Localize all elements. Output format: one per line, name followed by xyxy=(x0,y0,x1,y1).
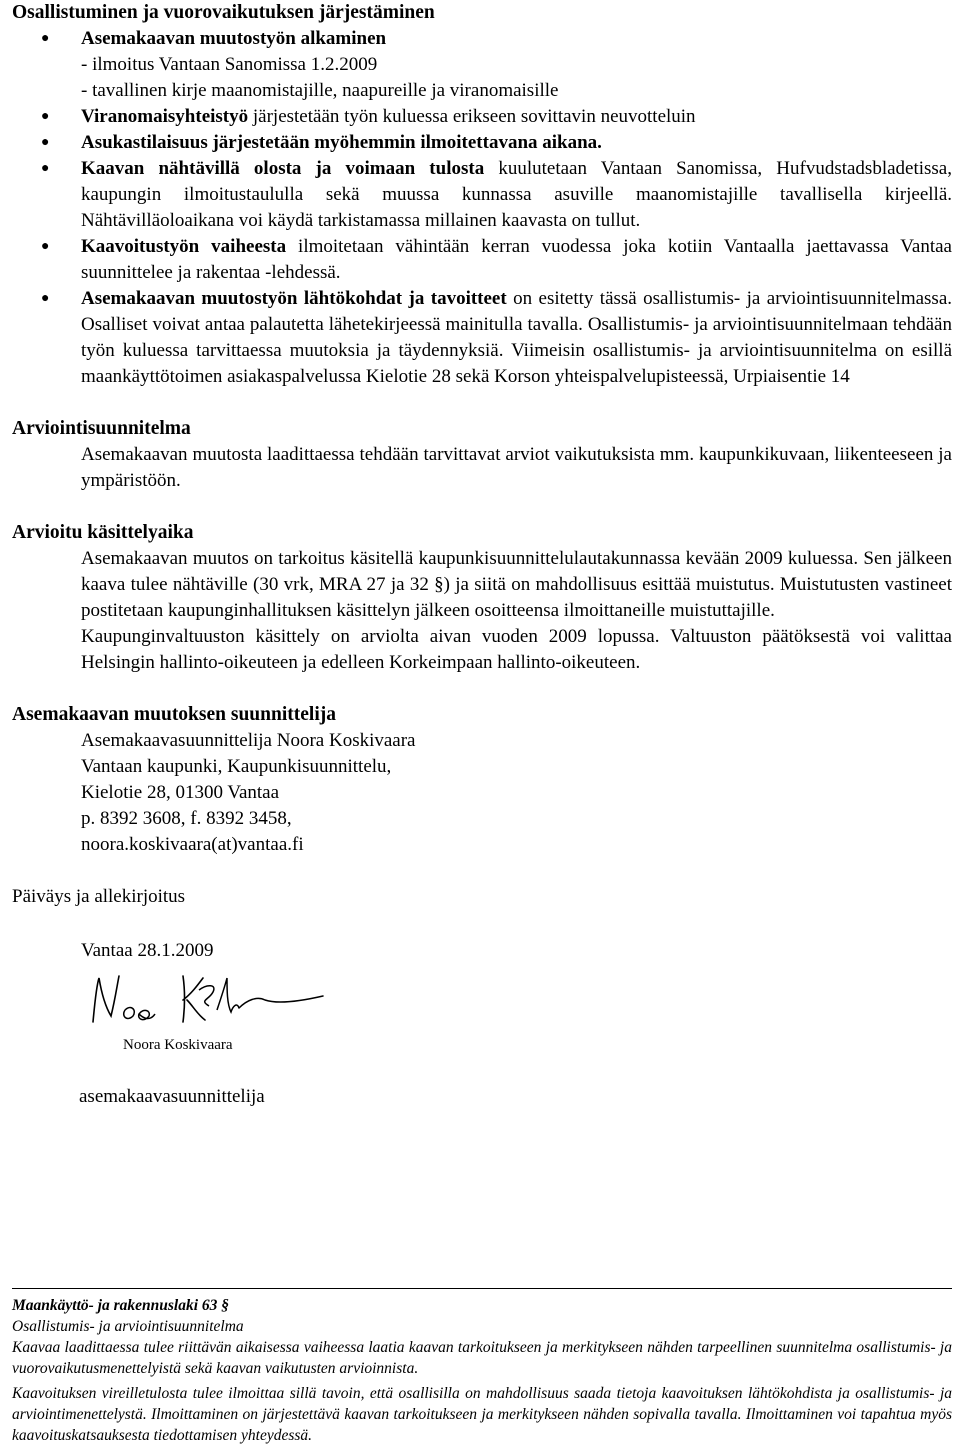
handwritten-signature xyxy=(87,970,952,1040)
list-item xyxy=(12,286,952,390)
list-item-text: kuulutetaan Vantaan Sanomissa, Hufvudstadsbladetissa, kaupungin ilmoitustaululla sekä muussa kunnassa asuville maanomistajille tavallisella kirjeellä. Nähtävilläoloaikana voi käydä tarkistamassa millainen kaavasta on tullut. xyxy=(81,158,952,231)
list-item xyxy=(12,130,952,156)
list-item-text: ilmoitetaan vähintään kerran vuodessa joka kotiin Vantaalla jaettavassa Vantaa suunnittelee ja rakentaa -lehdessä. xyxy=(81,236,952,283)
bullet-icon: ● xyxy=(41,135,50,150)
planner-line: Kielotie 28, 01300 Vantaa xyxy=(81,782,280,803)
processing-paragraph: Kaupunginvaltuuston käsittely on arviolta aivan vuoden 2009 lopussa. Valtuuston päätöksestä voi valittaa Helsingin hallinto-oikeuteen ja edelleen Korkeimpaan hallinto-oikeuteen. xyxy=(81,626,952,673)
section-title-assessment: Arviointisuunnitelma xyxy=(12,418,191,439)
section-title-processing-time: Arvioitu käsittelyaika xyxy=(12,522,194,543)
list-item-heading: Asukastilaisuus järjestetään myöhemmin ilmoitettavana aikana. xyxy=(81,132,602,153)
list-item xyxy=(12,234,952,286)
processing-paragraph: Asemakaavan muutos on tarkoitus käsitellä kaupunkisuunnittelulautakunnassa kevään 2009 kuluessa. Sen jälkeen kaava tulee nähtäville (30 vrk, MRA 27 ja 32 §) ja siitä on mahdollisuus esittää muistutus. Muistutusten vastineet postitetaan kaupunginhallituksen käsittelyn jälkeen osoitteensa ilmoittaneille muistuttajille. xyxy=(81,548,952,621)
planner-line: Vantaan kaupunki, Kaupunkisuunnittelu, xyxy=(81,756,392,777)
bullet-icon: ● xyxy=(41,161,50,176)
footnote-paragraph: Kaavoituksen vireilletulosta tulee ilmoittaa sillä tavoin, että osallisilla on mahdollisuus saada tietoja kaavoituksen lähtökohdista ja osallistumis- ja arviointimenettelystä. Ilmoittaminen on järjestettävä kaavan tarkoitukseen ja merkitykseen nähden sopivalla tavalla. Ilmoittaminen voi tapahtua myös kaavoituskatsauksesta tiedottamisen yhteydessä. xyxy=(12,1385,952,1444)
list-item-text: on esitetty tässä osallistumis- ja arviointisuunnitelmassa. Osalliset voivat antaa palautetta lähetekirjeessä mainitulla tavalla. Osallistumis- ja arviointisuunnitelmaan tehdään työn kuluessa tarvittaessa muutoksia ja täydennyksiä. Viimeisin osallistumis- ja arviointisuunnitelma on esillä maankäyttötoimen asiakaspalvelussa Kielotie 28 sekä Korson yhteispalvelupisteessä, Urpiaisentie 14 xyxy=(81,288,952,387)
legal-footnote xyxy=(12,1288,952,1446)
bullet-icon: ● xyxy=(41,291,50,306)
list-item-heading: Asemakaavan muutostyön alkaminen xyxy=(81,28,387,49)
assessment-text: Asemakaavan muutosta laadittaessa tehdään tarvittavat arviot vaikutuksista mm. kaupunkikuvaan, liikenteeseen ja ympäristöön. xyxy=(81,444,952,491)
list-item-line: - ilmoitus Vantaan Sanomissa 1.2.2009 xyxy=(81,54,378,75)
footnote-law-title: Maankäyttö- ja rakennuslaki 63 § xyxy=(12,1297,230,1314)
planner-contact xyxy=(12,728,952,858)
signature-printed-name: Noora Koskivaara xyxy=(123,1037,233,1053)
planner-line: p. 8392 3608, f. 8392 3458, xyxy=(81,808,292,829)
footnote-subtitle: Osallistumis- ja arviointisuunnitelma xyxy=(12,1318,244,1335)
list-item-heading: Kaavan nähtävillä olosta ja voimaan tulosta xyxy=(81,158,485,179)
footnote-paragraph: Kaavaa laadittaessa tulee riittävän aikaisessa vaiheessa laatia kaavan tarkoitukseen ja merkitykseen nähden tarpeellinen suunnitelma osallistumis- ja vuorovaikutusmenettelyistä sekä kaavan vaikutusten arvioinnista. xyxy=(12,1339,952,1377)
list-item-heading: Viranomaisyhteistyö xyxy=(81,106,249,127)
list-item xyxy=(12,26,952,104)
signer-role: asemakaavasuunnittelija xyxy=(79,1086,265,1107)
section-title-participation: Osallistuminen ja vuorovaikutuksen järjestäminen xyxy=(12,2,435,23)
bullet-icon: ● xyxy=(41,239,50,254)
planner-line: Asemakaavasuunnittelija Noora Koskivaara xyxy=(81,730,416,751)
section-title-planner: Asemakaavan muutoksen suunnittelija xyxy=(12,704,336,725)
participation-list xyxy=(12,26,952,390)
list-item-line: - tavallinen kirje maanomistajille, naapureille ja viranomaisille xyxy=(81,80,559,101)
bullet-icon: ● xyxy=(41,109,50,124)
list-item xyxy=(12,104,952,130)
list-item-heading: Kaavoitustyön vaiheesta xyxy=(81,236,287,257)
bullet-icon: ● xyxy=(41,31,50,46)
planner-email: noora.koskivaara(at)vantaa.fi xyxy=(81,834,304,855)
signing-label: Päiväys ja allekirjoitus xyxy=(12,886,186,907)
document-page xyxy=(12,0,952,1110)
list-item-text: järjestetään työn kuluessa erikseen sovittavin neuvotteluin xyxy=(248,106,696,127)
signing-date: Vantaa 28.1.2009 xyxy=(81,940,214,961)
list-item xyxy=(12,156,952,234)
list-item-heading: Asemakaavan muutostyön lähtökohdat ja tavoitteet xyxy=(81,288,507,309)
signature-graphic xyxy=(87,970,327,1032)
